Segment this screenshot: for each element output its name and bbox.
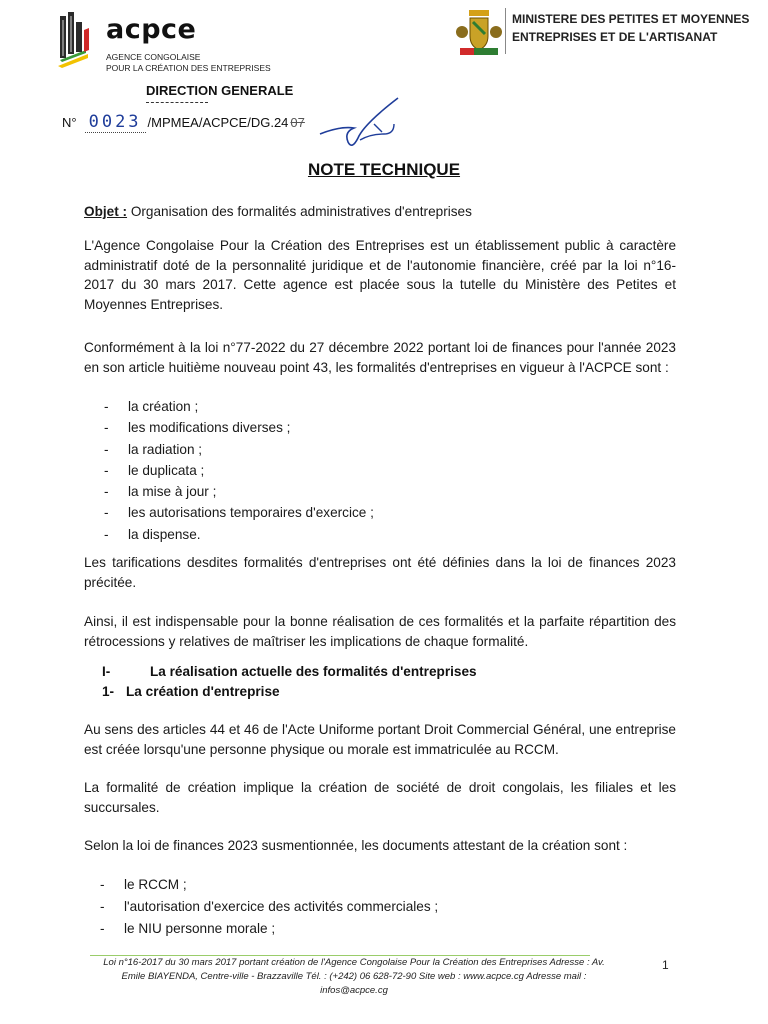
paragraph-tariffs <box>84 553 676 592</box>
subsection-number: 1- <box>102 684 115 699</box>
acpce-logo <box>56 10 296 72</box>
ministry-divider <box>505 8 506 54</box>
paragraph-text: Ainsi, il est indispensable pour la bonne réalisation de ces formalités et la parfaite répartition des rétrocessions y relatives de maîtriser les implications de chaque formalité. <box>84 614 676 649</box>
subsection-heading <box>102 684 280 699</box>
ministry-line: ENTREPRISES ET DE L'ARTISANAT <box>512 30 718 44</box>
paragraph-ainsi <box>84 612 676 651</box>
footer <box>84 956 624 998</box>
footer-line: Emile BIAYENDA, Centre-ville - Brazzaville Tél. : (+242) 06 628-72-90 Site web : www.acpce.cg Adresse mail : <box>121 971 587 982</box>
paragraph-text: Selon la loi de finances 2023 susmentionnée, les documents attestant de la création sont : <box>84 838 628 853</box>
signature-icon <box>300 94 420 164</box>
reference-number <box>62 112 305 136</box>
paragraph-intro <box>84 236 676 314</box>
subject-line <box>84 204 676 219</box>
list-item: - les modifications diverses ; <box>84 417 676 438</box>
logo-subtitle <box>106 52 306 74</box>
list-item: - la radiation ; <box>84 439 676 460</box>
paragraph-text: La formalité de création implique la création de société de droit congolais, les filiales et les succursales. <box>84 780 676 815</box>
list-item: - le duplicata ; <box>84 460 676 481</box>
list-item: - le NIU personne morale ; <box>80 918 672 940</box>
paragraph-text: Au sens des articles 44 et 46 de l'Acte Uniforme portant Droit Commercial Général, une entreprise est créée lorsqu'une personne physique ou morale est immatriculée au RCCM. <box>84 722 676 757</box>
list-item: - le RCCM ; <box>80 874 672 896</box>
paragraph-text: Les tarifications desdites formalités d'entreprises ont été définies dans la loi de finances 2023 précitée. <box>84 555 676 590</box>
list-item: - l'autorisation d'exercice des activités commerciales ; <box>80 896 672 918</box>
direction-underline <box>146 102 208 103</box>
reference-handwritten-number: 0023 <box>85 112 146 133</box>
direction-label: DIRECTION GENERALE <box>146 83 294 98</box>
ministry-line: MINISTERE DES PETITES ET MOYENNES <box>512 12 750 26</box>
paragraph-formalite-creation <box>84 778 676 817</box>
section-title: La réalisation actuelle des formalités d'entreprises <box>150 664 477 679</box>
coat-of-arms-icon <box>456 8 502 58</box>
logo-subtitle-line: AGENCE CONGOLAISE <box>106 52 201 62</box>
reference-prefix: N° <box>62 115 77 130</box>
footer-line: infos@acpce.cg <box>320 985 388 996</box>
paragraph-documents <box>84 836 676 856</box>
paragraph-acte-uniforme <box>84 720 676 759</box>
logo-subtitle-line: POUR LA CRÉATION DES ENTREPRISES <box>106 63 271 73</box>
paragraph-text: Conformément à la loi n°77-2022 du 27 décembre 2022 portant loi de finances pour l'année 2023 en son article huitième nouveau point 43, les formalités d'entreprises en vigueur à l'ACPCE sont : <box>84 340 676 375</box>
list-item: - les autorisations temporaires d'exercice ; <box>84 502 676 523</box>
subject-label: Objet : <box>84 204 128 219</box>
list-item: - la mise à jour ; <box>84 481 676 502</box>
page-number: 1 <box>662 958 669 972</box>
paragraph-formalities <box>84 338 676 377</box>
formalities-list <box>84 396 676 545</box>
reference-path: /MPMEA/ACPCE/DG.24 <box>147 115 289 130</box>
footer-line: Loi n°16-2017 du 30 mars 2017 portant création de l'Agence Congolaise Pour la Création des Entreprises Adresse : Av. <box>103 957 605 968</box>
reference-struck-year: 07 <box>290 115 305 130</box>
ministry-name <box>512 10 752 46</box>
logo-name: acpce <box>106 14 197 45</box>
documents-list <box>80 874 672 940</box>
subject-text: Organisation des formalités administratives d'entreprises <box>127 204 472 219</box>
paragraph-text: L'Agence Congolaise Pour la Création des Entreprises est un établissement public à caractère administratif doté de la personnalité juridique et de l'autonomie financière, créé par la loi n°16-2017 du 30 mars 2017. Cette agence est placée sous la tutelle du Ministère des Petites et Moyennes Entreprises. <box>84 238 676 312</box>
document-title: NOTE TECHNIQUE <box>307 160 461 179</box>
list-item: - la création ; <box>84 396 676 417</box>
subsection-title: La création d'entreprise <box>126 684 280 699</box>
acpce-logo-icon <box>56 10 90 68</box>
section-number: I- <box>102 664 111 679</box>
section-heading <box>102 664 477 679</box>
list-item: - la dispense. <box>84 524 676 545</box>
